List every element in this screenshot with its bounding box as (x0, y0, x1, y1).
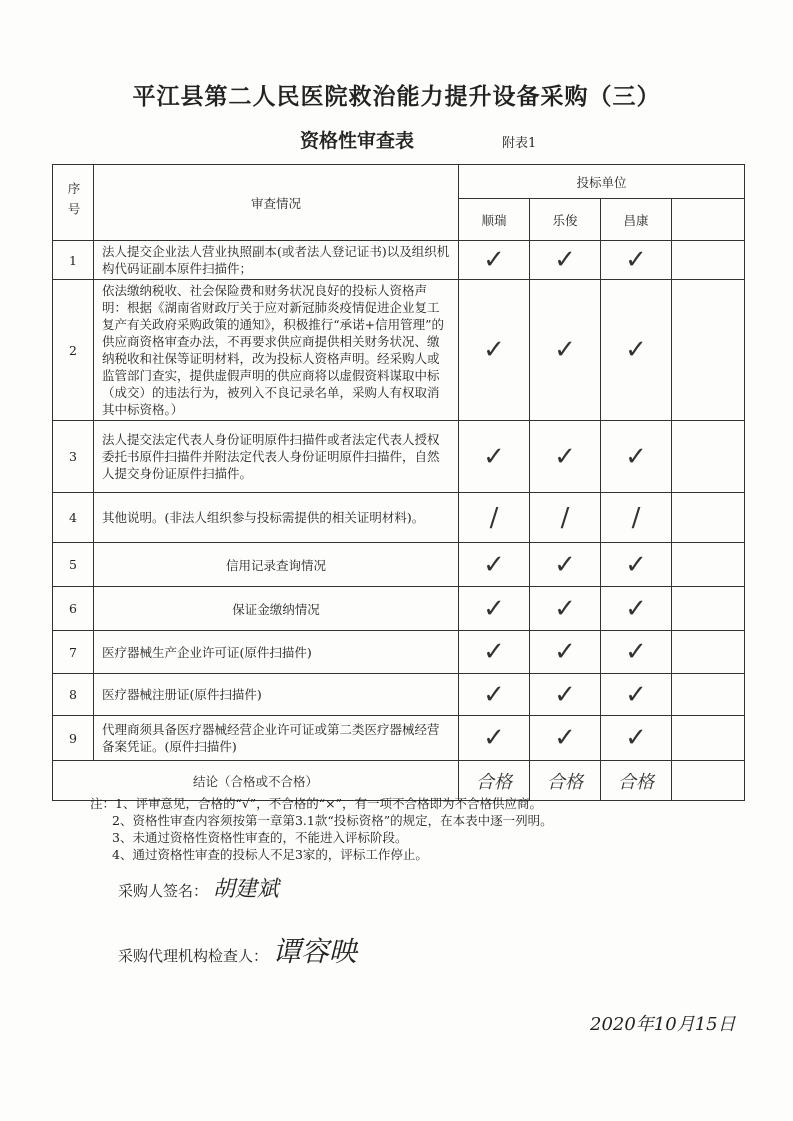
review-header: 审查情况 (94, 165, 459, 241)
check-mark: ✓ (601, 716, 672, 761)
check-mark: ✓ (601, 280, 672, 421)
table-row (53, 716, 745, 761)
qualification-table (52, 164, 745, 801)
check-mark (672, 674, 745, 716)
row-text: 法人提交企业法人营业执照副本(或者法人登记证书)以及组织机构代码证副本原件扫描件； (94, 241, 459, 280)
row-seq: 4 (53, 493, 94, 543)
check-mark: ✓ (601, 241, 672, 280)
seq-header: 序号 (53, 165, 94, 241)
note-line: 3、未通过资格性资格性审查的，不能进入评标阶段。 (112, 830, 408, 845)
not-applicable-mark: / (459, 493, 530, 543)
check-mark (672, 421, 745, 493)
attachment-label: 附表1 (502, 136, 537, 151)
row-seq: 8 (53, 674, 94, 716)
check-mark: ✓ (601, 543, 672, 587)
table-row (53, 280, 745, 421)
row-seq: 3 (53, 421, 94, 493)
row-text: 医疗器械生产企业许可证(原件扫描件) (94, 631, 459, 674)
check-mark: ✓ (530, 543, 601, 587)
check-mark: ✓ (530, 674, 601, 716)
check-mark (672, 587, 745, 631)
row-seq: 5 (53, 543, 94, 587)
row-text: 代理商须具备医疗器械经营企业许可证或第二类医疗器械经营备案凭证。(原件扫描件) (94, 716, 459, 761)
agency-signature-line (118, 930, 357, 970)
check-mark: ✓ (601, 631, 672, 674)
table-row (53, 587, 745, 631)
row-text: 保证金缴纳情况 (94, 587, 459, 631)
row-seq: 6 (53, 587, 94, 631)
note-line: 4、通过资格性审查的投标人不足3家的，评标工作停止。 (112, 847, 428, 862)
bidder-name (672, 199, 745, 241)
row-text: 医疗器械注册证(原件扫描件) (94, 674, 459, 716)
purchaser-label: 采购人签名： (118, 882, 209, 900)
conclusion-value: 合格 (459, 761, 530, 801)
check-mark: ✓ (459, 587, 530, 631)
check-mark: ✓ (459, 631, 530, 674)
table-row (53, 631, 745, 674)
agency-label: 采购代理机构检查人： (118, 947, 269, 965)
check-mark: ✓ (459, 241, 530, 280)
row-text: 依法缴纳税收、社会保险费和财务状况良好的投标人资格声明：根据《湖南省财政厅关于应对新冠肺炎疫情促进企业复工复产有关政府采购政策的通知》，积极推行“承诺+信用管理”的供应商资格审查办法，不再要求供应商提供相关财务状况、缴纳税收和社保等证明材料，改为投标人资格声明。经采购人或监管部门查实，提供虚假声明的供应商将以虚假资料谋取中标（成交）的违法行为，被列入不良记录名单，采购人有权取消其中标资格。） (94, 280, 459, 421)
check-mark (672, 543, 745, 587)
row-seq: 2 (53, 280, 94, 421)
check-mark (672, 631, 745, 674)
check-mark: ✓ (459, 280, 530, 421)
check-mark (672, 716, 745, 761)
not-applicable-mark: / (530, 493, 601, 543)
row-text: 信用记录查询情况 (94, 543, 459, 587)
row-seq: 9 (53, 716, 94, 761)
conclusion-value: 合格 (530, 761, 601, 801)
bidder-name: 乐俊 (530, 199, 601, 241)
check-mark: ✓ (530, 421, 601, 493)
document-title: 平江县第二人民医院救治能力提升设备采购（三） (132, 83, 661, 110)
notes (90, 795, 553, 863)
bidders-header: 投标单位 (459, 165, 745, 199)
not-applicable-mark (672, 493, 745, 543)
check-mark: ✓ (459, 421, 530, 493)
conclusion-value: 合格 (601, 761, 672, 801)
purchaser-signature: 胡建斌 (212, 877, 279, 902)
check-mark: ✓ (530, 587, 601, 631)
check-mark: ✓ (601, 587, 672, 631)
row-text: 其他说明。(非法人组织参与投标需提供的相关证明材料)。 (94, 493, 459, 543)
note-line: 注：1、评审意见，合格的“√”，不合格的“×”，有一项不合格即为不合格供应商。 (90, 796, 542, 811)
check-mark (672, 241, 745, 280)
table-row (53, 421, 745, 493)
bidder-name: 昌康 (601, 199, 672, 241)
row-text: 法人提交法定代表人身份证明原件扫描件或者法定代表人授权委托书原件扫描件并附法定代表人身份证明原件扫描件，自然人提交身份证原件扫描件。 (94, 421, 459, 493)
check-mark: ✓ (530, 280, 601, 421)
table-row (53, 241, 745, 280)
check-mark: ✓ (601, 674, 672, 716)
conclusion-value (672, 761, 745, 801)
row-seq: 1 (53, 241, 94, 280)
note-line: 2、资格性审查内容须按第一章第3.1款“投标资格”的规定，在本表中逐一列明。 (112, 813, 553, 828)
check-mark: ✓ (459, 716, 530, 761)
check-mark: ✓ (459, 674, 530, 716)
agency-signature: 谭容映 (272, 935, 357, 968)
check-mark: ✓ (530, 631, 601, 674)
check-mark: ✓ (459, 543, 530, 587)
purchaser-signature-line (118, 872, 279, 903)
sign-date: 2020年10月15日 (590, 1014, 736, 1035)
row-seq: 7 (53, 631, 94, 674)
table-row (53, 543, 745, 587)
check-mark (672, 280, 745, 421)
conclusion-label: 结论（合格或不合格） (53, 761, 459, 801)
check-mark: ✓ (530, 241, 601, 280)
form-subtitle: 资格性审查表 (300, 130, 415, 152)
table-row (53, 674, 745, 716)
bidder-name: 顺瑞 (459, 199, 530, 241)
not-applicable-mark: / (601, 493, 672, 543)
check-mark: ✓ (601, 421, 672, 493)
table-row (53, 493, 745, 543)
check-mark: ✓ (530, 716, 601, 761)
